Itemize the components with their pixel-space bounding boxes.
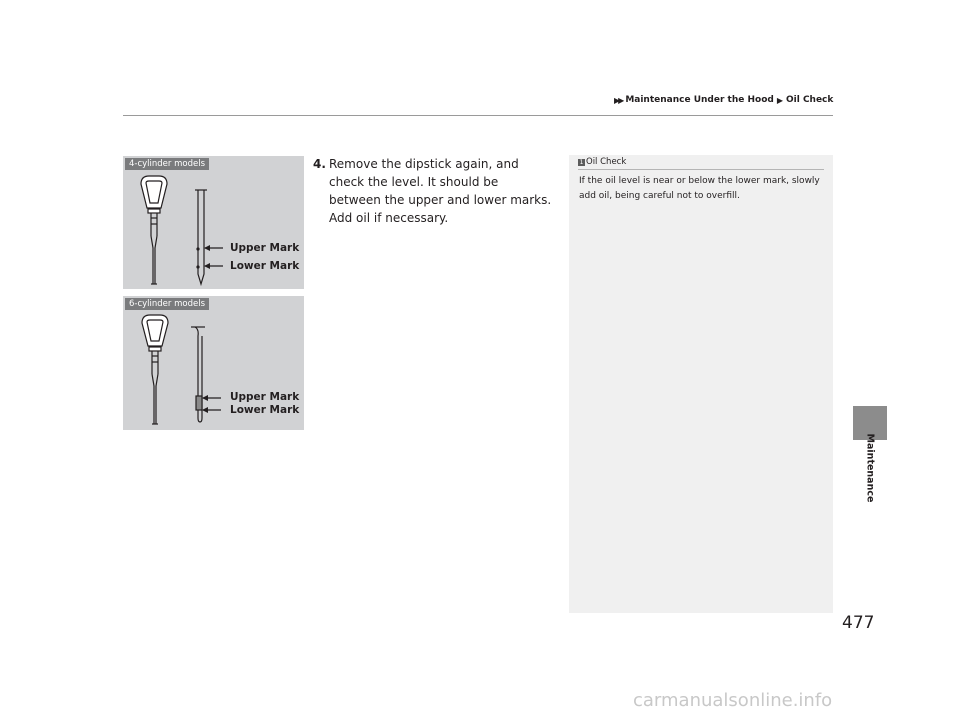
figure-4-cylinder	[123, 156, 304, 289]
step-text: Remove the dipstick again, and check the level. It should be between the upper and lower marks. Add oil if necessary.	[329, 157, 552, 225]
figure-tag: 4-cylinder models	[125, 158, 209, 170]
lower-mark-label: Lower Mark	[230, 404, 300, 416]
breadcrumb-section[interactable]: Maintenance Under the Hood	[625, 95, 774, 105]
lower-mark-label: Lower Mark	[230, 260, 300, 272]
watermark: carmanualsonline.info	[633, 690, 833, 711]
figure-tag: 6-cylinder models	[125, 298, 209, 310]
upper-mark-label: Upper Mark	[230, 391, 300, 403]
breadcrumb-topic[interactable]: Oil Check	[785, 95, 834, 105]
upper-mark-label: Upper Mark	[230, 242, 300, 254]
note-title: Oil Check	[586, 157, 627, 167]
figure-6-cylinder	[123, 296, 304, 430]
note-number-icon: 1	[579, 159, 584, 166]
arrow-icon: ▶	[776, 95, 783, 105]
instruction-step	[313, 155, 553, 227]
section-label: Maintenance	[864, 433, 876, 503]
header-divider	[123, 115, 833, 116]
note-panel	[569, 155, 833, 613]
double-arrow-icon: ▶▶	[614, 95, 623, 105]
note-header	[578, 157, 626, 167]
page-number: 477	[842, 613, 875, 633]
note-divider	[578, 169, 824, 170]
note-body: If the oil level is near or below the lower mark, slowly add oil, being careful not to overfill.	[579, 176, 820, 201]
breadcrumb	[614, 95, 833, 105]
step-number: 4.	[313, 157, 326, 171]
